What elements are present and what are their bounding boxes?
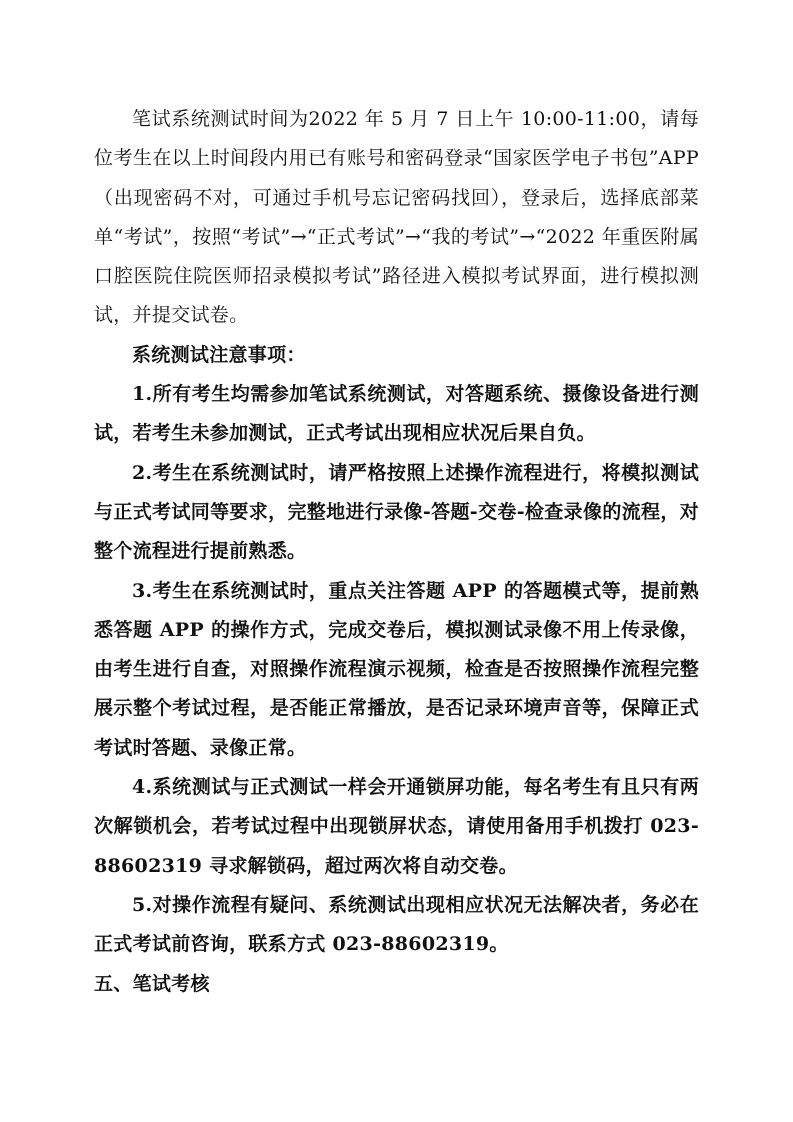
note-3: 3.考生在系统测试时，重点关注答题 APP 的答题模式等，提前熟悉答题 APP 的操作方式，完成交卷后，模拟测试录像不用上传录像，由考生进行自查，对照操作流程演示视频，检查是否按照操作流程完整展示整个考试过程，是否能正常播放，是否记录环境声音等，保障正式考试时答题、录像正常。 <box>94 579 699 759</box>
note-4: 4.系统测试与正式测试一样会开通锁屏功能，每名考生有且只有两次解锁机会，若考试过程中出现锁屏状态，请使用备用手机拨打 023-88602319 寻求解锁码，超过两次将自动交卷。 <box>94 776 699 877</box>
note-5: 5.对操作流程有疑问、系统测试出现相应状况无法解决者，务必在正式考试前咨询，联系方式 023-88602319。 <box>94 893 699 956</box>
notes-heading: 系统测试注意事项： <box>132 343 306 366</box>
note-1: 1.所有考生均需参加笔试系统测试，对答题系统、摄像设备进行测试，若考生未参加测试，正式考试出现相应状况后果自负。 <box>94 383 699 445</box>
section-heading-written-exam: 五、笔试考核 <box>94 972 210 995</box>
note-2: 2.考生在系统测试时，请严格按照上述操作流程进行，将模拟测试与正式考试同等要求，完整地进行录像-答题-交卷-检查录像的流程，对整个流程进行提前熟悉。 <box>94 461 699 563</box>
intro-paragraph: 笔试系统测试时间为2022 年 5 月 7 日上午 10:00-11:00，请每位考生在以上时间段内用已有账号和密码登录“国家医学电子书包”APP（出现密码不对，可通过手机号忘记密码找回），登录后，选择底部菜单“考试”，按照“考试”→“正式考试”→“我的考试”→“2022 年重医附属口腔医院住院医师招录模拟考试”路径进入模拟考试界面，进行模拟测试，并提交试卷。 <box>94 108 699 327</box>
